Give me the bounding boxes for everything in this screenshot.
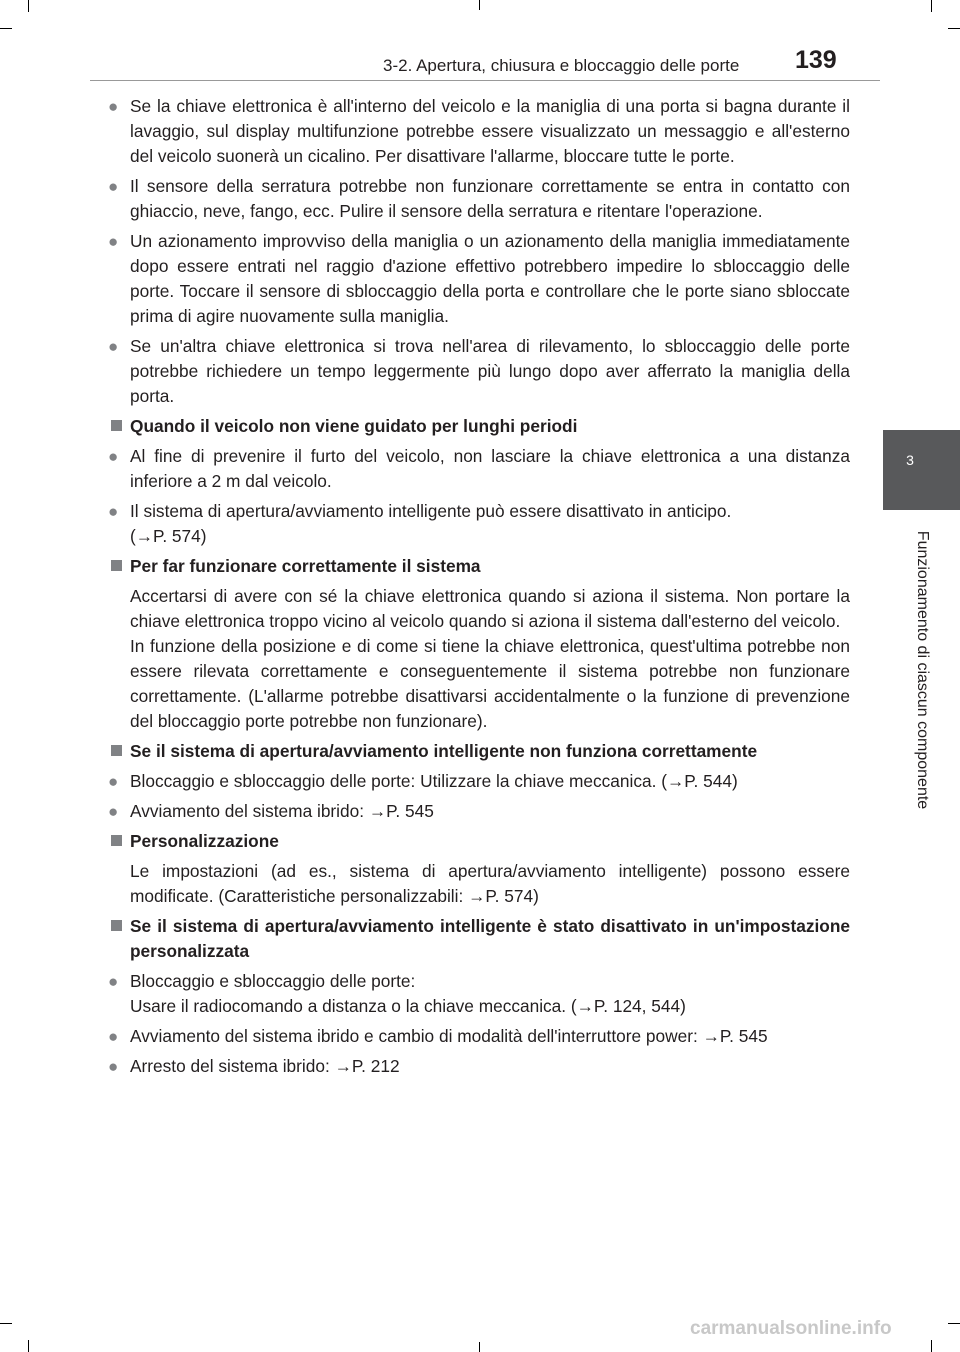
list-item: [108, 444, 850, 494]
list-item: [108, 334, 850, 409]
bullet-icon: ●: [108, 972, 119, 991]
page-content: [108, 94, 850, 1084]
crop-mark: [28, 0, 29, 12]
bullet-icon: ●: [108, 1057, 119, 1076]
chapter-tab: [883, 430, 960, 510]
section-title: Se il sistema di apertura/avviamento intelligente è stato disattivato in un'impostazione personalizzata: [130, 916, 850, 961]
crop-mark: [0, 28, 12, 29]
section-heading: [108, 554, 850, 579]
paragraph: [108, 859, 850, 909]
page-reference: (→P. 574): [130, 526, 207, 546]
list-item-text: Se la chiave elettronica è all'interno del veicolo e la maniglia di una porta si bagna durante il lavaggio, sul display multifunzione potrebbe essere visualizzato un messaggio e all'esterno del veicolo suonerà un cicalino. Per disattivare l'allarme, bloccare tutte le porte.: [130, 96, 850, 166]
paragraph-text: Le impostazioni (ad es., sistema di apertura/avviamento intelligente) possono essere modificate. (Caratteristiche personalizzabili: →P. 574): [130, 861, 850, 906]
bullet-icon: ●: [108, 447, 119, 466]
list-item-text: Se un'altra chiave elettronica si trova nell'area di rilevamento, lo sbloccaggio delle porte potrebbe richiedere un tempo leggermente più lungo dopo aver afferrato la maniglia della porta.: [130, 336, 850, 406]
list-item: [108, 969, 850, 1019]
watermark: carmanualsonline.info: [690, 1318, 892, 1339]
crop-mark: [931, 0, 932, 12]
section-title: Per far funzionare correttamente il sistema: [130, 556, 481, 576]
list-item-text: Avviamento del sistema ibrido e cambio di modalità dell'interruttore power: →P. 545: [130, 1026, 768, 1046]
page-number: 139: [795, 46, 837, 74]
section-heading: [108, 414, 850, 439]
list-item-text: Il sensore della serratura potrebbe non funzionare correttamente se entra in contatto con ghiaccio, neve, fango, ecc. Pulire il sensore della serratura e ritentare l'operazione.: [130, 176, 850, 221]
square-bullet-icon: [111, 745, 122, 756]
section-title: Se il sistema di apertura/avviamento intelligente non funziona correttamente: [130, 741, 758, 761]
bullet-icon: ●: [108, 802, 119, 821]
square-bullet-icon: [111, 560, 122, 571]
square-bullet-icon: [111, 835, 122, 846]
bullet-icon: ●: [108, 502, 119, 521]
section-title: Quando il veicolo non viene guidato per lunghi periodi: [130, 416, 578, 436]
crop-mark: [479, 1342, 480, 1352]
list-item: [108, 174, 850, 224]
crop-mark: [948, 1323, 960, 1324]
header-divider: [90, 80, 880, 81]
bullet-icon: ●: [108, 337, 119, 356]
section-heading: [108, 739, 850, 764]
list-item-text: Un azionamento improvviso della maniglia o un azionamento della maniglia immediatamente dopo essere entrati nel raggio d'azione effettivo potrebbero impedire lo sbloccaggio delle porte. Toccare il sensore di sbloccaggio della porta e controllare che le porte siano sbloccate prima di agire nuovamente sulla maniglia.: [130, 231, 850, 326]
list-item: [108, 94, 850, 169]
list-item-text: Usare il radiocomando a distanza o la chiave meccanica. (→P. 124, 544): [130, 996, 686, 1016]
list-item-text: Al fine di prevenire il furto del veicolo, non lasciare la chiave elettronica a una distanza inferiore a 2 m dal veicolo.: [130, 446, 850, 491]
section-heading: [108, 829, 850, 854]
chapter-title: 3-2. Apertura, chiusura e bloccaggio delle porte: [383, 56, 740, 75]
square-bullet-icon: [111, 920, 122, 931]
paragraph: [108, 634, 850, 734]
list-item: [108, 1054, 850, 1079]
list-item-text: Il sistema di apertura/avviamento intelligente può essere disattivato in anticipo.: [130, 501, 732, 521]
list-item-text: Bloccaggio e sbloccaggio delle porte:: [130, 971, 416, 991]
paragraph-text: In funzione della posizione e di come si tiene la chiave elettronica, quest'ultima potrebbe non essere rilevata correttamente e conseguentemente il sistema potrebbe non funzionare correttamente. (L'allarme potrebbe disattivarsi accidentalmente o la funzione di prevenzione del bloccaggio porte potrebbe non funzionare).: [130, 636, 850, 731]
list-item-text: Arresto del sistema ibrido: →P. 212: [130, 1056, 400, 1076]
crop-mark: [931, 1340, 932, 1352]
page-header: [0, 44, 960, 84]
crop-mark: [948, 28, 960, 29]
crop-mark: [479, 0, 480, 10]
bullet-icon: ●: [108, 97, 119, 116]
list-item-text: Avviamento del sistema ibrido: →P. 545: [130, 801, 434, 821]
crop-mark: [28, 1340, 29, 1352]
list-item: [108, 1024, 850, 1049]
list-item: [108, 229, 850, 329]
bullet-icon: ●: [108, 772, 119, 791]
section-title: Personalizzazione: [130, 831, 279, 851]
list-item: [108, 769, 850, 794]
square-bullet-icon: [111, 420, 122, 431]
chapter-tab-number: 3: [906, 452, 914, 468]
bullet-icon: ●: [108, 1027, 119, 1046]
bullet-icon: ●: [108, 232, 119, 251]
paragraph-text: Accertarsi di avere con sé la chiave elettronica quando si aziona il sistema. Non portare la chiave elettronica troppo vicino al veicolo quando si aziona il sistema dall'esterno del veicolo.: [130, 586, 850, 631]
crop-mark: [0, 1323, 12, 1324]
bullet-icon: ●: [108, 177, 119, 196]
list-item: [108, 499, 850, 549]
chapter-side-label-text: Funzionamento di ciascun componente: [914, 530, 931, 810]
paragraph: [108, 584, 850, 634]
list-item: [108, 799, 850, 824]
list-item-text: Bloccaggio e sbloccaggio delle porte: Utilizzare la chiave meccanica. (→P. 544): [130, 771, 738, 791]
section-heading: [108, 914, 850, 964]
